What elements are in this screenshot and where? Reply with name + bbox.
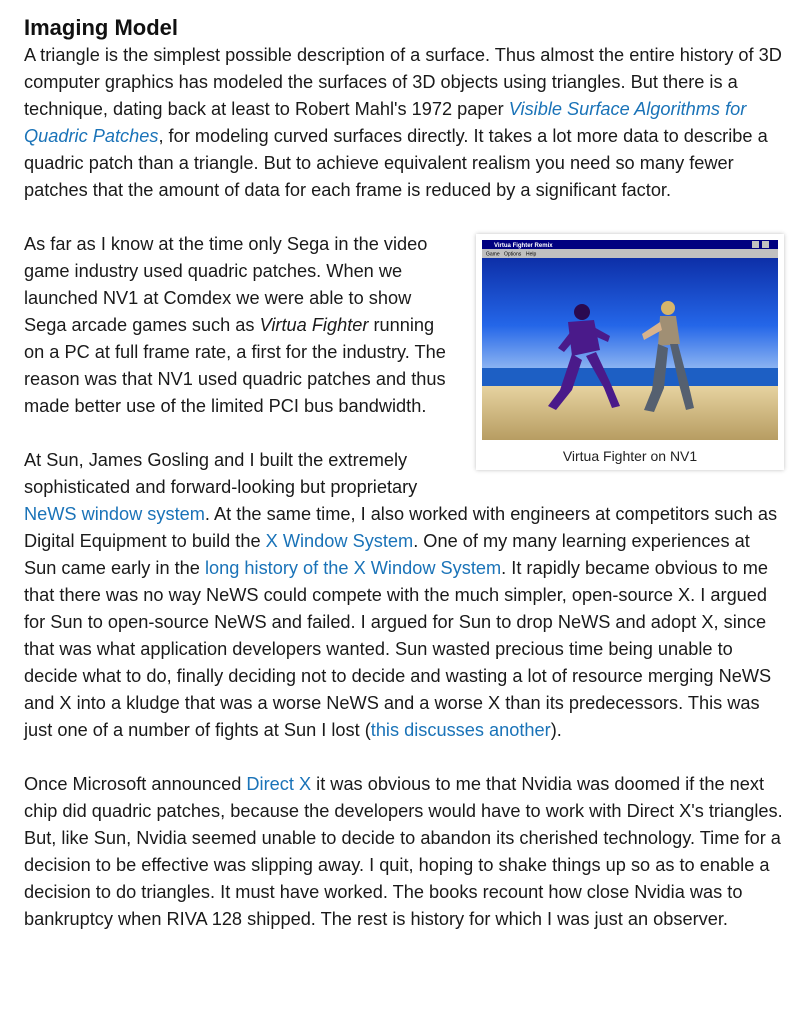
menu-item-game[interactable]: Game — [486, 251, 500, 258]
x-history-link[interactable]: long history of the X Window System — [204, 558, 502, 578]
window-close-button[interactable] — [762, 241, 769, 248]
sand — [482, 386, 778, 440]
window-title: Virtua Fighter Remix — [494, 243, 553, 249]
virtua-fighter-screenshot — [482, 240, 778, 440]
direct-x-link[interactable]: Direct X — [246, 774, 312, 794]
mahl-paper-link[interactable]: Visible Surface Algorithms for Quadric Patches — [24, 99, 747, 146]
menu-item-options[interactable]: Options — [504, 251, 522, 258]
paragraph-direct-x: Once Microsoft announced Direct X it was obvious to me that Nvidia was doomed if the next chip did quadric patches, because the developers would have to work with Direct X's triangles. But, like Sun, Nvidia seemed unable to decide to abandon its cherished technology. Time for a decision to be effective was slipping away. I quit, hoping to shake things up so as to enable a decision to do triangles. It must have worked. The books recount how close Nvidia was to bankruptcy when RIVA 128 shipped. The rest is history for which I was just an observer. — [24, 774, 783, 929]
paragraph-sun-news: At Sun, James Gosling and I built the extremely sophisticated and forward-looking but proprietary NeWS window system. At the same time, I also worked with engineers at competitors such as Digital Equipment to build the X Window System. One of my many learning experiences at Sun came early in the long history of the X Window System. It rapidly became obvious to me that there was no way NeWS could compete with the much simpler, open-source X. I argued for Sun to open-source NeWS and failed. I argued for Sun to drop NeWS and adopt X, since that was what application developers wanted. Sun wasted precious time being unable to decide what to do, finally deciding not to decide and wasting a lot of resource merging NeWS and X into a kludge that was a worse NeWS and a worse X than its predecessors. This was just one of a number of fights at Sun I lost (this discusses another). — [24, 450, 778, 740]
sea — [482, 368, 778, 386]
another-fight-link[interactable]: this discusses another — [370, 720, 551, 740]
x-window-system-link[interactable]: X Window System — [265, 531, 414, 551]
virtua-fighter-title: Virtua Fighter — [259, 315, 369, 335]
article-body — [24, 0, 786, 933]
paragraph-imaging-model: A triangle is the simplest possible description of a surface. Thus almost the entire history of 3D computer graphics has modeled the surfaces of 3D objects using triangles. But there is a technique, dating back at least to Robert Mahl's 1972 paper Visible Surface Algorithms for Quadric Patches, for modeling curved surfaces directly. It takes a lot more data to describe a quadric patch than a triangle. But to achieve equivalent realism you need so many fewer patches that the amount of data for each frame is reduced by a significant factor. — [24, 45, 782, 200]
menu-item-help[interactable]: Help — [526, 251, 537, 258]
figure-caption: Virtua Fighter on NV1 — [562, 448, 698, 464]
window-min-button[interactable] — [752, 241, 759, 248]
section-heading: Imaging Model — [24, 15, 178, 40]
paragraph-sega: Virtua Fighter Remix Game Options Help Virtua Fighter on NV1 As far as I know at the time only Sega in the video game industry used quadric patches. When we launched NV1 at Comdex we were able to show Sega arcade games such as Virtua Fighter running on a PC at full frame rate, a first for the industry. The reason was that NV1 used quadric patches and thus made better use of the limited PCI bus bandwidth. — [24, 231, 786, 420]
virtua-fighter-figure — [476, 234, 784, 470]
news-window-system-link[interactable]: NeWS window system — [24, 504, 205, 524]
